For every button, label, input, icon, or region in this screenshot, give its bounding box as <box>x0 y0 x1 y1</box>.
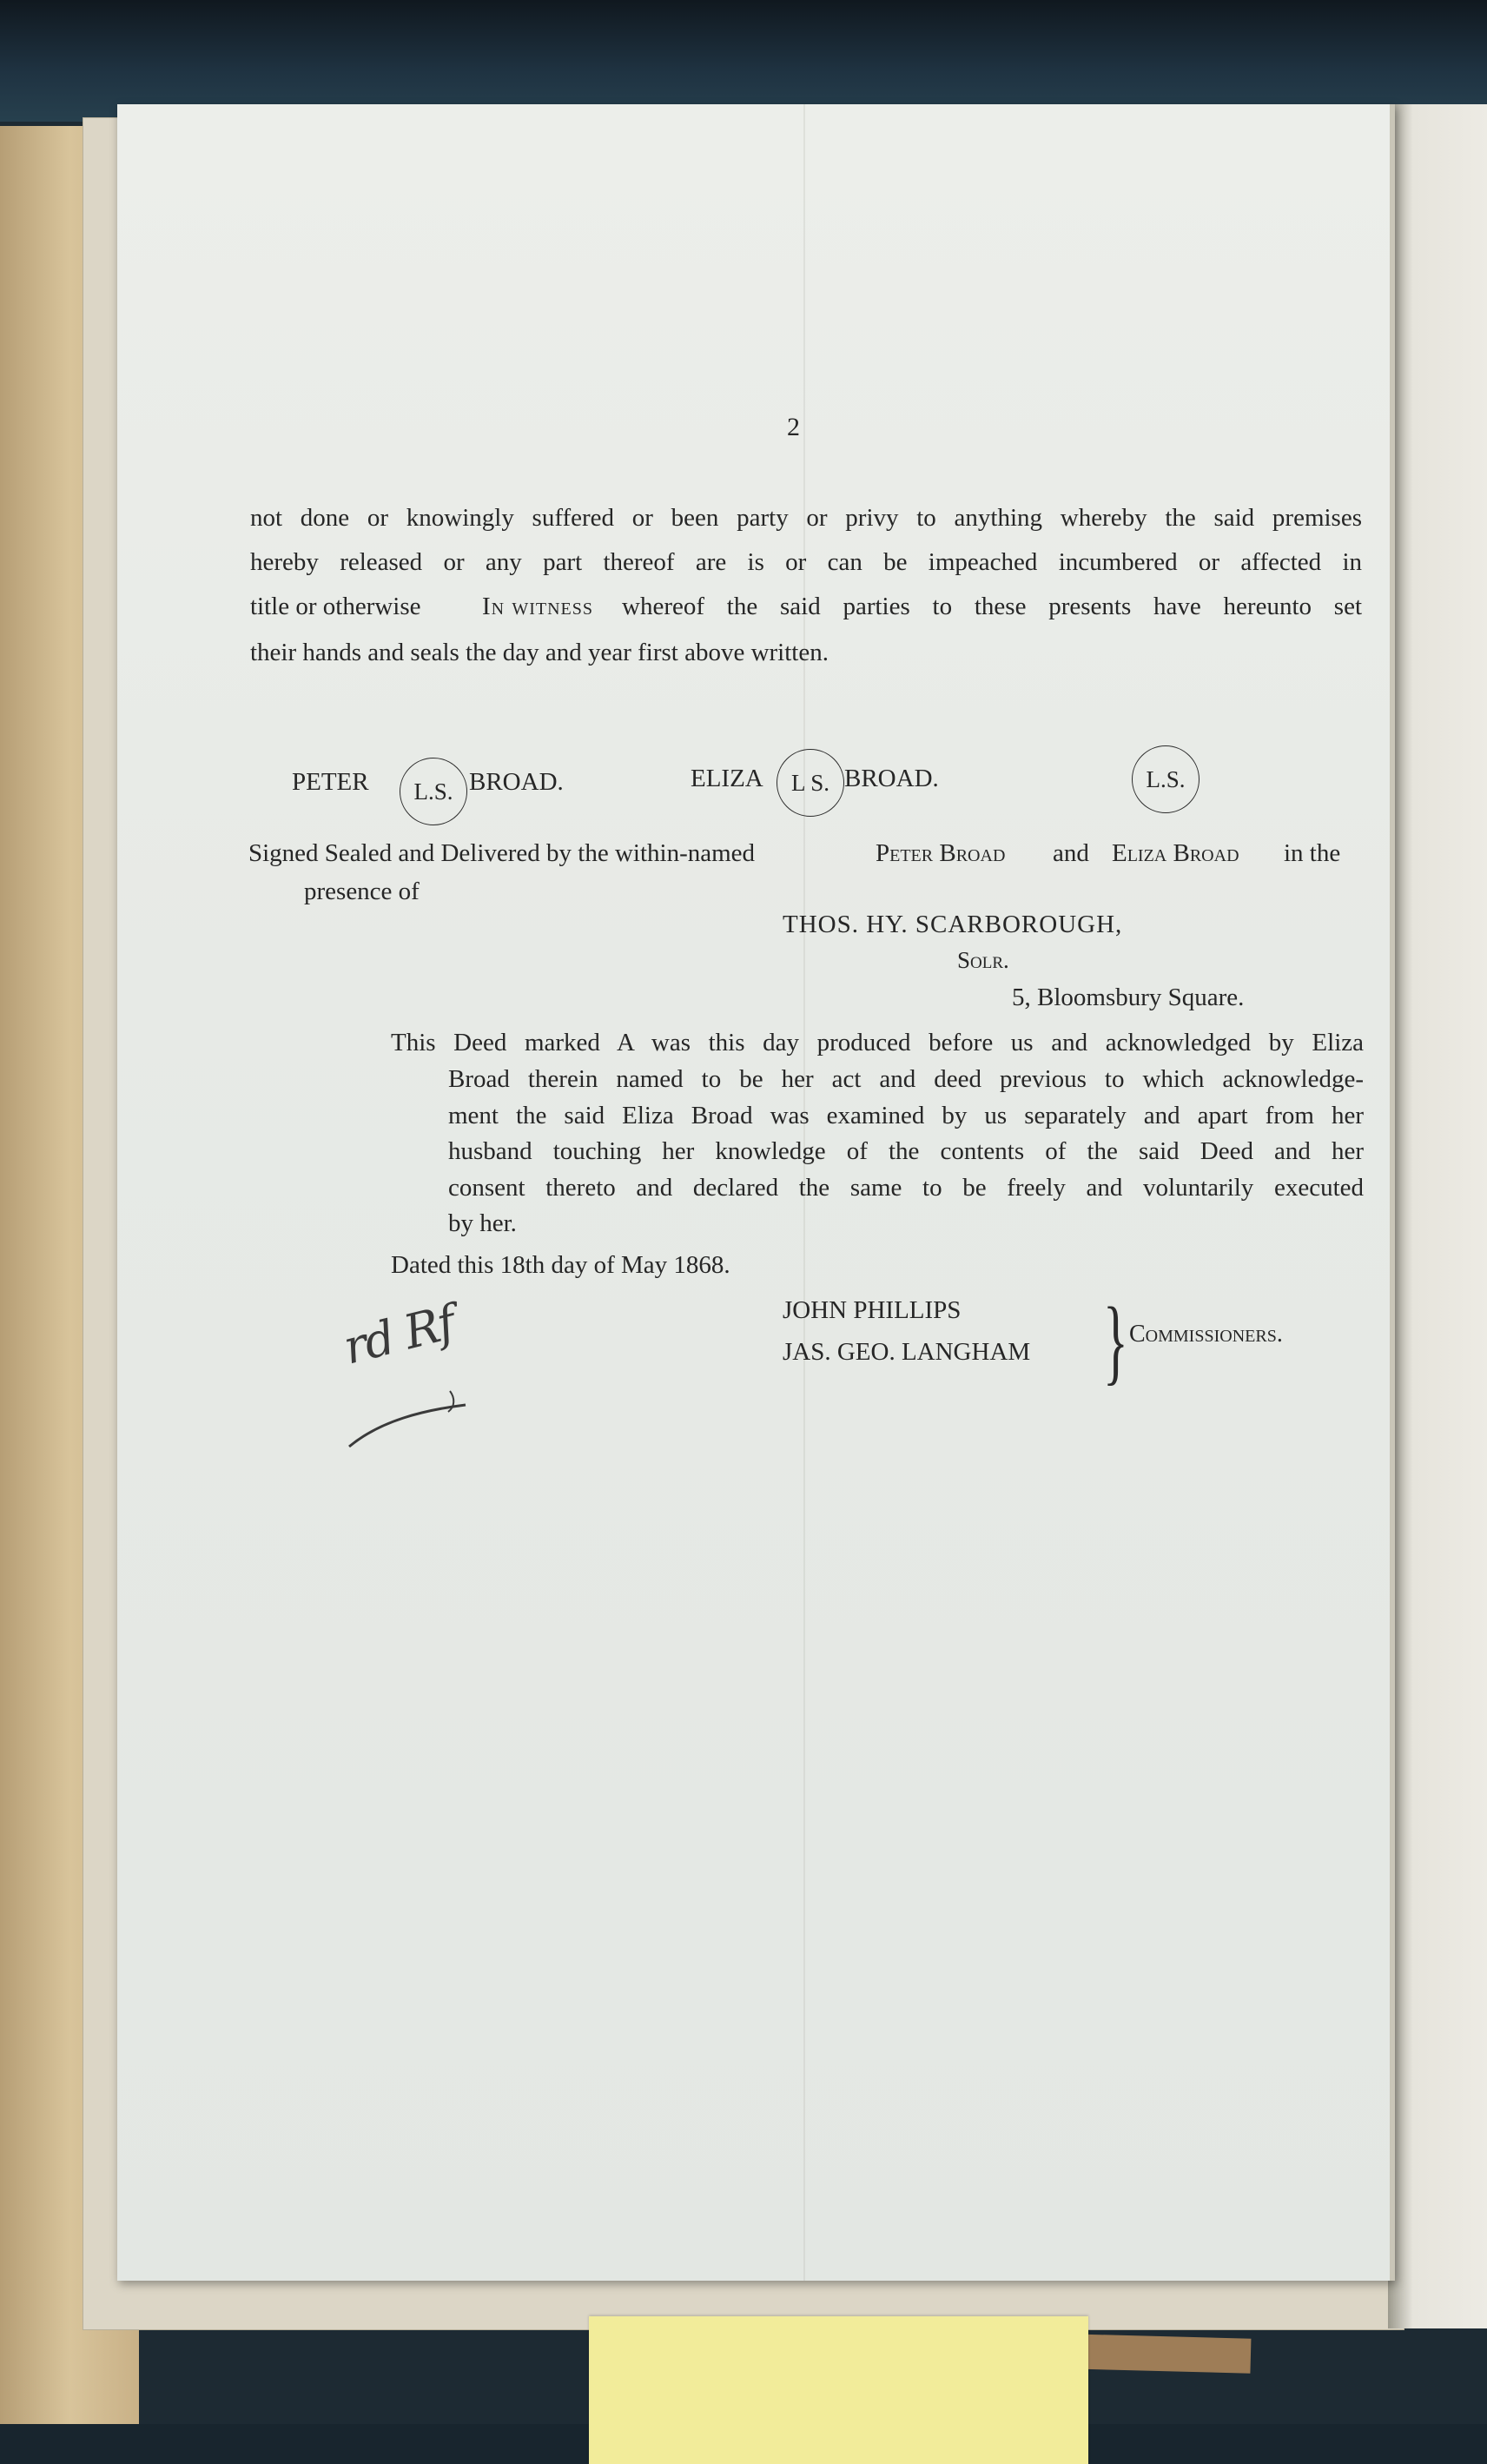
signatory-eliza-first: ELIZA <box>691 765 763 792</box>
attestation-name-eliza: Eliza Broad <box>1112 839 1239 867</box>
acknowledgement-line-4: husband touching her knowledge of the contents of the said Deed and her <box>448 1137 1364 1165</box>
witness-address: 5, Bloomsbury Square. <box>1012 984 1245 1011</box>
seal-circle-1: L.S. <box>400 758 467 825</box>
attestation-line-2: presence of <box>304 878 420 905</box>
attestation-and: and <box>1053 839 1089 867</box>
paragraph-line-2: hereby released or any part thereof are is or can be impeached incumbered or affected in <box>250 548 1362 576</box>
paragraph-line-3b: whereof the said parties to these presents have hereunto set <box>622 593 1362 620</box>
dated-line: Dated this 18th day of May 1868. <box>391 1251 730 1279</box>
commissioner-name-1: JOHN PHILLIPS <box>783 1296 962 1324</box>
commissioner-name-2: JAS. GEO. LANGHAM <box>783 1338 1031 1366</box>
acknowledgement-line-3: ment the said Eliza Broad was examined by us separately and apart from her <box>448 1102 1364 1129</box>
witness-name: THOS. HY. SCARBOROUGH, <box>783 911 1123 938</box>
signatory-peter-last: BROAD. <box>469 768 564 796</box>
paragraph-line-3a: title or otherwise <box>250 593 421 620</box>
attestation-line-1b: in the <box>1284 839 1341 867</box>
attestation-line-1a: Signed Sealed and Delivered by the within-named <box>248 839 756 867</box>
background-top <box>0 0 1487 122</box>
paragraph-line-1: not done or knowingly suffered or been party or privy to anything whereby the said premises <box>250 504 1362 532</box>
signatory-eliza-last: BROAD. <box>844 765 939 792</box>
handwritten-flourish <box>346 1386 476 1455</box>
acknowledgement-line-5: consent thereto and declared the same to be freely and voluntarily executed <box>448 1174 1364 1202</box>
commissioners-label: Commissioners. <box>1129 1321 1283 1348</box>
brace-symbol: } <box>1102 1288 1128 1394</box>
signatory-peter-first: PETER <box>292 768 369 796</box>
page-number: 2 <box>787 413 800 441</box>
sticky-note <box>589 2316 1088 2464</box>
attestation-name-peter: Peter Broad <box>876 839 1006 867</box>
adjacent-page <box>1388 104 1487 2328</box>
in-witness-text: In witness <box>482 593 594 620</box>
acknowledgement-line-1: This Deed marked A was this day produced before us and acknowledged by Eliza <box>391 1029 1364 1056</box>
seal-circle-2: L S. <box>777 749 844 817</box>
acknowledgement-line-2: Broad therein named to be her act and deed previous to which acknowledge- <box>448 1065 1364 1093</box>
seal-circle-3: L.S. <box>1132 745 1200 813</box>
witness-title: Solr. <box>957 947 1009 973</box>
paragraph-line-4: their hands and seals the day and year first above written. <box>250 639 829 666</box>
acknowledgement-line-6: by her. <box>448 1209 517 1237</box>
handwritten-note: rd Rf <box>338 1295 459 1375</box>
